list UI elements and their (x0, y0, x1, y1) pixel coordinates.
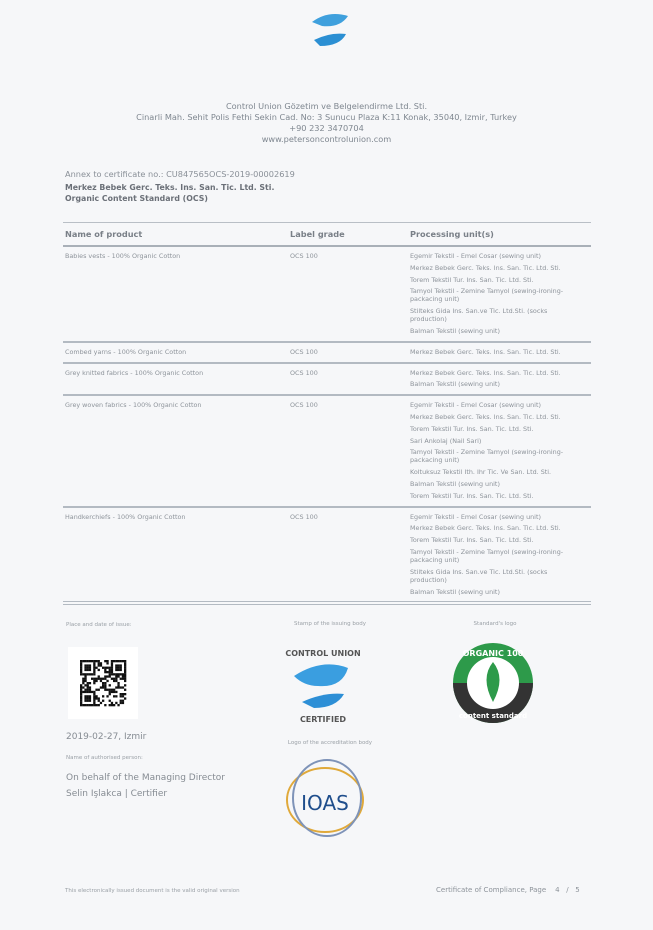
table-row (63, 508, 591, 606)
product-name: Grey woven fabrics - 100% Organic Cotton (65, 401, 202, 410)
ioas-text: IOAS (301, 791, 349, 815)
page-indicator (436, 886, 580, 894)
processing-unit: Merkez Bebek Gerc. Teks. Ins. San. Tic. Ltd. Sti. (410, 347, 561, 356)
processing-unit: Egemir Tekstil - Emel Cosar (sewing unit) (410, 401, 541, 410)
page-label: Certificate of Compliance, Page (436, 886, 547, 894)
processing-unit: Torem Tekstil Tur. Ins. San. Tic. Ltd. Sti. (410, 424, 534, 433)
product-name: Handkerchiefs - 100% Organic Cotton (65, 512, 186, 521)
label-grade: OCS 100 (290, 368, 318, 377)
page-number: 4 (555, 886, 560, 894)
label-grade: OCS 100 (290, 401, 318, 410)
qr-code[interactable] (68, 647, 138, 719)
qr-code-icon (68, 647, 138, 719)
organic-100-logo-icon (452, 642, 534, 724)
table-row (63, 396, 591, 507)
processing-unit: Tamyol Tekstil - Zemine Tamyol (sewing-ironing-packacing unit) (410, 448, 564, 465)
header-grade: Label grade (290, 229, 345, 239)
products-table (63, 222, 591, 605)
table-row (63, 343, 591, 364)
processing-unit: Merkez Bebek Gerc. Teks. Ins. San. Tic. Ltd. Sti. (410, 524, 561, 533)
stamp-top-text: CONTROL UNION (285, 649, 361, 658)
standard-bottom-text: content standard (458, 712, 528, 720)
label-grade: OCS 100 (290, 252, 318, 260)
stamp-label: Stamp of the issuing body (293, 621, 367, 627)
processing-unit: Egemir Tekstil - Emel Cosar (sewing unit) (410, 252, 541, 260)
address: Cinarli Mah. Sehit Polis Fethi Sekin Cad. No: 3 Sunucu Plaza K:11 Konak, 35040, Izmir, Turkey (136, 112, 517, 122)
processing-units (410, 348, 591, 360)
person-label: Name of authorised person: (66, 755, 143, 761)
table-header (63, 223, 591, 247)
processing-unit: Egemir Tekstil - Emel Cosar (sewing unit) (410, 512, 541, 521)
company-name: Control Union Gözetim ve Belgelendirme Ltd. Sti. (225, 101, 428, 111)
processing-unit: Torem Tekstil Tur. Ins. San. Tic. Ltd. Sti. (410, 536, 534, 545)
page-separator: / (566, 886, 569, 894)
processing-unit: Torem Tekstil Tur. Ins. San. Tic. Ltd. Sti. (410, 491, 534, 500)
signer-name: Selin Işlakca | Certifier (66, 789, 168, 799)
issue-date: 2019-02-27, Izmir (66, 732, 147, 742)
processing-unit: Tamyol Tekstil - Zemine Tamyol (sewing-ironing-packacing unit) (410, 547, 564, 564)
processing-unit: Tamyol Tekstil - Zemine Tamyol (sewing-ironing-packacing unit) (410, 287, 564, 304)
processing-unit: Merkez Bebek Gerc. Teks. Ins. San. Tic. Ltd. Sti. (410, 263, 561, 272)
processing-unit: Balman Tekstil (sewing unit) (410, 326, 500, 335)
product-name: Combed yarns - 100% Organic Cotton (65, 347, 187, 356)
label-grade: OCS 100 (290, 347, 318, 356)
processing-unit: Koltuksuz Tekstil Ith. Ihr Tic. Ve San. Ltd. Sti. (410, 468, 552, 477)
processing-unit: Balman Tekstil (sewing unit) (410, 587, 500, 596)
product-name: Grey knitted fabrics - 100% Organic Cotton (65, 368, 204, 377)
website: www.petersoncontrolunion.com (261, 134, 392, 144)
processing-unit: Balman Tekstil (sewing unit) (410, 479, 500, 488)
processing-unit: Merkez Bebek Gerc. Teks. Ins. San. Tic. Ltd. Sti. (410, 368, 561, 377)
header-units: Processing unit(s) (410, 229, 494, 239)
holder-name: Merkez Bebek Gerc. Teks. Ins. San. Tic. Ltd. Sti. (65, 183, 275, 192)
processing-unit: Torem Tekstil Tur. Ins. San. Tic. Ltd. Sti. (410, 275, 534, 284)
standard-name: Organic Content Standard (OCS) (65, 194, 208, 203)
product-name: Babies vests - 100% Organic Cotton (65, 252, 181, 260)
page-total: 5 (575, 886, 580, 894)
annex-number: Annex to certificate no.: CU847565OCS-2019-00002619 (65, 169, 295, 179)
table-row (63, 247, 591, 343)
control-union-certified-stamp-icon (280, 636, 366, 726)
standard-logo-label: Standard's logo (473, 621, 517, 627)
phone: +90 232 3470704 (289, 123, 364, 133)
processing-unit: Sari Ankolaj (Nail Sari) (410, 436, 482, 445)
accreditation-label: Logo of the accreditation body (287, 740, 373, 746)
validity-note: This electronically issued document is the valid original version (65, 888, 240, 894)
label-grade: OCS 100 (290, 512, 318, 521)
stamp-bottom-text: CERTIFIED (299, 715, 347, 724)
processing-unit: Merkez Bebek Gerc. Teks. Ins. San. Tic. Ltd. Sti. (410, 412, 561, 421)
processing-units (410, 513, 591, 600)
processing-unit: Stilteks Gida Ins. San.ve Tic. Ltd.Sti. (socks production) (410, 307, 548, 324)
ioas-logo-icon (282, 758, 368, 842)
processing-unit: Stilteks Gida Ins. San.ve Tic. Ltd.Sti. (socks production) (410, 567, 548, 584)
processing-units (410, 401, 591, 503)
header-product: Name of product (65, 229, 143, 239)
processing-units (410, 369, 591, 393)
place-label: Place and date of issue: (66, 622, 132, 628)
behalf-text: On behalf of the Managing Director (66, 773, 225, 783)
issuer-address (0, 101, 653, 145)
standard-top-text: ORGANIC 100 (462, 649, 524, 658)
processing-units (410, 252, 591, 339)
control-union-logo-icon (310, 10, 350, 48)
table-row (63, 364, 591, 397)
processing-unit: Balman Tekstil (sewing unit) (410, 380, 500, 389)
